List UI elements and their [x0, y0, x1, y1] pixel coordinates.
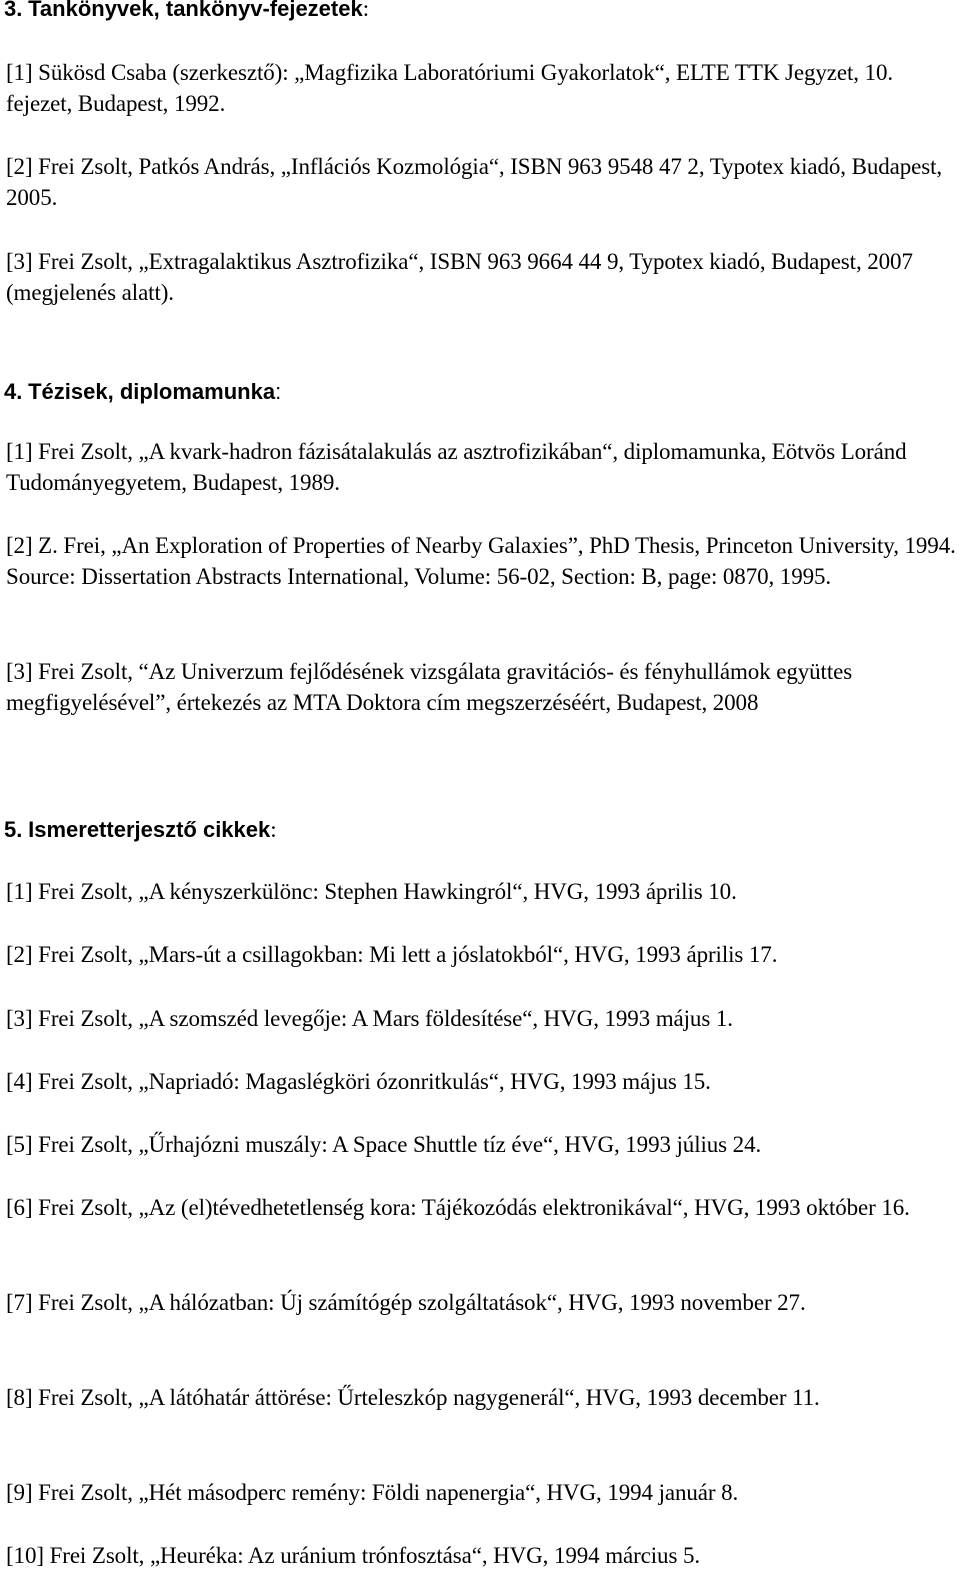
reference-5-1: [1] Frei Zsolt, „A kényszerkülönc: Stephen Hawkingról“, HVG, 1993 április 10. [6, 879, 737, 904]
reference-5-9: [9] Frei Zsolt, „Hét másodperc remény: Földi napenergia“, HVG, 1994 január 8. [6, 1480, 739, 1505]
heading-colon: : [270, 817, 277, 842]
section-number: 4. [4, 379, 23, 404]
reference-4-2-citation: [2] Z. Frei, „An Exploration of Properties of Nearby Galaxies”, PhD Thesis, Princeton University, 1994. [6, 533, 956, 558]
section-title: Tézisek, diplomamunka [28, 379, 276, 404]
section-number: 3. [4, 0, 23, 21]
reference-5-4: [4] Frei Zsolt, „Napriadó: Magaslégköri ózonritkulás“, HVG, 1993 május 15. [6, 1069, 711, 1094]
reference-4-2-source: Source: Dissertation Abstracts International, Volume: 56-02, Section: B, page: 0870, 1995. [6, 564, 832, 589]
reference-3-3: [3] Frei Zsolt, „Extragalaktikus Asztrofizika“, ISBN 963 9664 44 9, Typotex kiadó, Budapest, 2007 (megjelenés alatt). [6, 249, 913, 305]
section-number: 5. [4, 817, 23, 842]
reference-5-5: [5] Frei Zsolt, „Űrhajózni muszály: A Space Shuttle tíz éve“, HVG, 1993 július 24. [6, 1132, 762, 1157]
reference-3-2: [2] Frei Zsolt, Patkós András, „Inflációs Kozmológia“, ISBN 963 9548 47 2, Typotex kiadó, Budapest, 2005. [6, 154, 943, 210]
reference-4-2 [6, 530, 956, 592]
reference-3-1: [1] Sükösd Csaba (szerkesztő): „Magfizika Laboratóriumi Gyakorlatok“, ELTE TTK Jegyzet, 10. fejezet, Budapest, 1992. [6, 60, 894, 116]
reference-5-7: [7] Frei Zsolt, „A hálózatban: Új számítógép szolgáltatások“, HVG, 1993 november 27. [6, 1290, 806, 1315]
section-title: Ismeretterjesztő cikkek [28, 817, 271, 842]
section-title: Tankönyvek, tankönyv-fejezetek [28, 0, 363, 21]
section-3-heading [4, 0, 369, 24]
reference-5-6: [6] Frei Zsolt, „Az (el)tévedhetetlenség kora: Tájékozódás elektronikával“, HVG, 1993 október 16. [6, 1195, 910, 1220]
reference-4-3: [3] Frei Zsolt, “Az Univerzum fejlődésének vizsgálata gravitációs- és fényhullámok együttes megfigyelésével”, értekezés az MTA Doktora cím megszerzéséért, Budapest, 2008 [6, 659, 853, 715]
section-5-heading [4, 814, 277, 845]
reference-5-8: [8] Frei Zsolt, „A látóhatár áttörése: Űrteleszkóp nagygenerál“, HVG, 1993 december 11. [6, 1385, 820, 1410]
reference-5-2: [2] Frei Zsolt, „Mars-út a csillagokban: Mi lett a jóslatokból“, HVG, 1993 április 17. [6, 942, 778, 967]
reference-4-1: [1] Frei Zsolt, „A kvark-hadron fázisátalakulás az asztrofizikában“, diplomamunka, Eötvös Loránd Tudományegyetem, Budapest, 1989. [6, 439, 907, 495]
reference-5-10: [10] Frei Zsolt, „Heuréka: Az uránium trónfosztása“, HVG, 1994 március 5. [6, 1543, 701, 1568]
reference-5-3: [3] Frei Zsolt, „A szomszéd levegője: A Mars földesítése“, HVG, 1993 május 1. [6, 1006, 733, 1031]
section-4-heading [4, 376, 281, 407]
heading-colon: : [275, 379, 282, 404]
heading-colon: : [362, 0, 370, 21]
